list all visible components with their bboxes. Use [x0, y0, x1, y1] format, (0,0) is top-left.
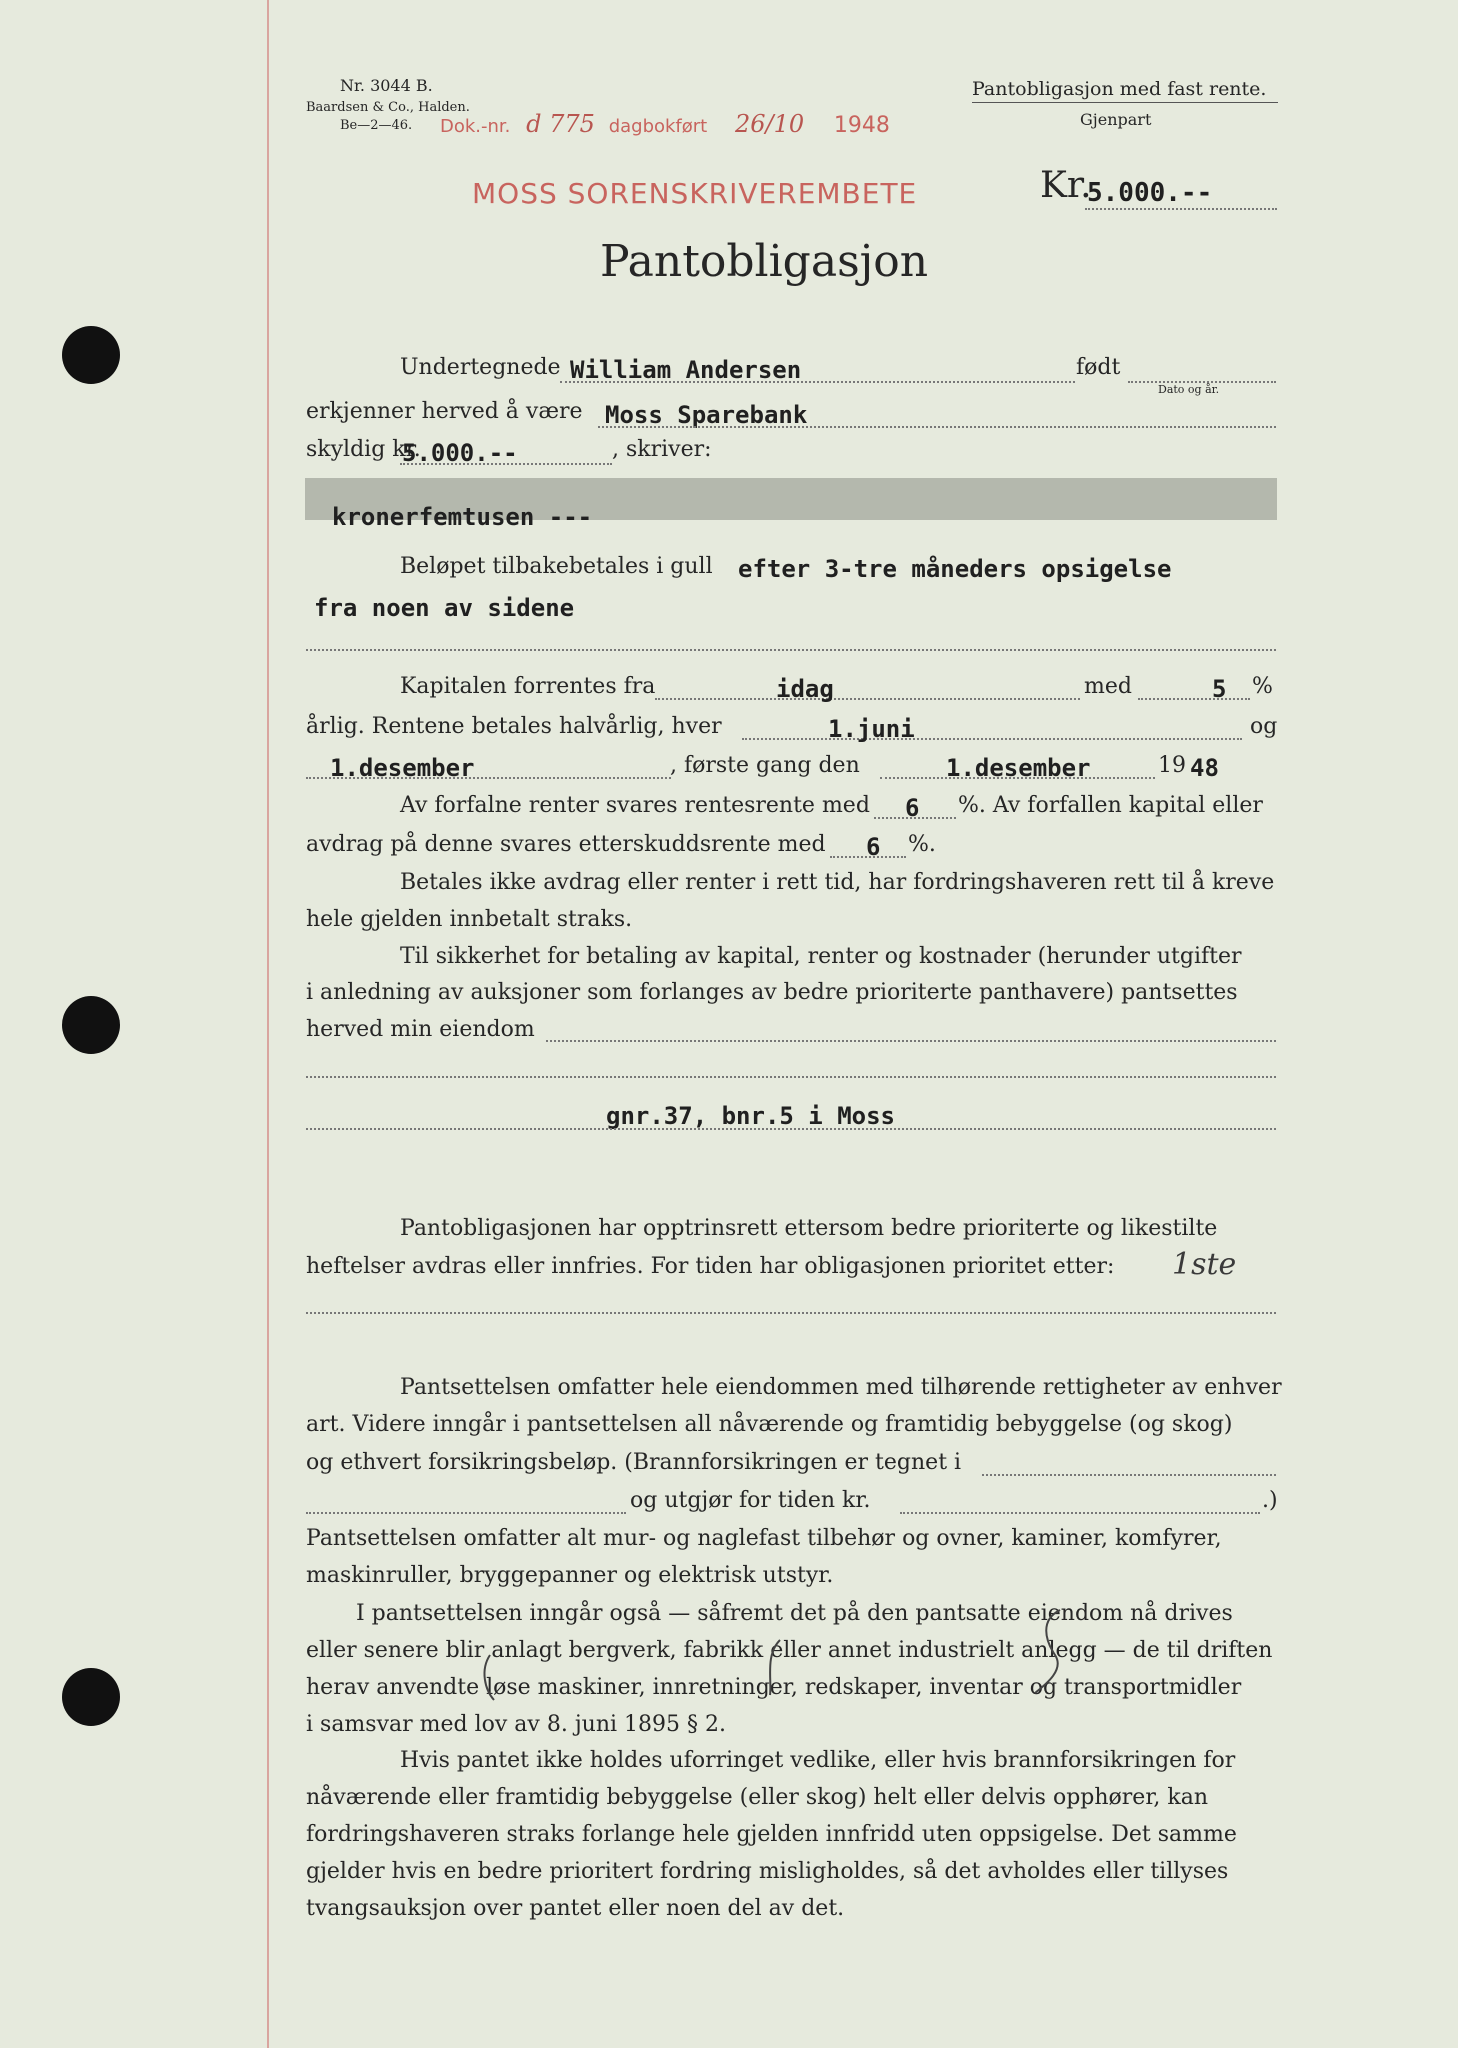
- payment-date-2: 1.desember: [330, 754, 475, 782]
- repayment-terms-1: efter 3-tre måneders opsigelse: [738, 555, 1172, 583]
- copy-label: Gjenpart: [1080, 110, 1152, 129]
- default-clause-2: hele gjelden innbetalt straks.: [306, 907, 633, 932]
- margin-line: [267, 0, 269, 2048]
- fixtures-clause-1: Pantsettelsen omfatter alt mur- og naglefast tilbehør og ovner, kaminer, komfyrer,: [306, 1526, 1222, 1551]
- scope-clause-1: Pantsettelsen omfatter hele eiendommen med tilhørende rettigheter av enhver: [400, 1375, 1282, 1400]
- industrial-clause-2: eller senere blir anlagt bergverk, fabrikk eller annet industrielt anlegg — de til driften: [306, 1638, 1273, 1663]
- scope-clause-2: art. Videre inngår i pantsettelsen all nåværende og framtidig bebyggelse (og skog): [306, 1412, 1233, 1437]
- undersigned-label: Undertegnede: [400, 355, 561, 380]
- owe-label: skyldig kr.: [306, 437, 421, 462]
- default-interest-label: Av forfalne renter svares rentesrente med: [400, 793, 870, 818]
- scope-clause-4a: og utgjør for tiden kr.: [630, 1488, 871, 1513]
- priority-clause-1: Pantobligasjonen har opptrinsrett ettersom bedre prioriterte og likestilte: [400, 1216, 1218, 1241]
- priority-handwritten: 1ste: [1172, 1247, 1237, 1282]
- industrial-clause-4: i samsvar med lov av 8. juni 1895 § 2.: [306, 1712, 726, 1737]
- interest-with-label: med: [1084, 674, 1132, 699]
- born-label: født: [1076, 355, 1121, 380]
- security-clause-1: Til sikkerhet for betaling av kapital, renter og kostnader (herunder utgifter: [400, 944, 1242, 969]
- stamp-date: 26/10: [734, 110, 805, 138]
- owed-amount: 5.000.--: [402, 439, 518, 467]
- page-title: Pantobligasjon: [600, 236, 929, 287]
- date-of-birth-hint: Dato og år.: [1158, 383, 1220, 396]
- year-prefix: 19: [1158, 753, 1186, 778]
- stamp-line-1: [440, 112, 890, 137]
- stamp-journal-label: dagbokført: [608, 116, 708, 137]
- handwritten-marks: [480, 1595, 1100, 1705]
- amount-in-words: kronerfemtusen ---: [332, 503, 593, 531]
- percent-sign: %: [1252, 674, 1273, 699]
- interest-from-value: idag: [776, 675, 834, 703]
- repayment-terms-2: fra noen av sidene: [314, 594, 575, 622]
- overdue-capital-label: %. Av forfallen kapital eller: [958, 793, 1263, 818]
- stamp-doc-label: Dok.-nr.: [440, 116, 511, 137]
- stamp-line-2: MOSS SORENSKRIVEREMBETE: [472, 177, 918, 210]
- scope-clause-4b: .): [1262, 1488, 1278, 1513]
- security-clause-3: herved min eiendom: [306, 1017, 535, 1042]
- form-number: Nr. 3044 B.: [340, 76, 433, 95]
- stamp-doc-number: d 775: [526, 110, 595, 138]
- arrears-interest-rate: 6: [866, 833, 881, 861]
- interest-rate: 5: [1212, 675, 1227, 703]
- payment-date-1: 1.juni: [828, 715, 915, 743]
- fixtures-clause-2: maskinruller, bryggepanner og elektrisk utstyr.: [306, 1563, 834, 1588]
- creditor-name: Moss Sparebank: [605, 401, 808, 429]
- first-payment-year: 48: [1190, 754, 1219, 782]
- punch-hole-middle: [62, 996, 120, 1054]
- kr-value: 5.000.--: [1087, 178, 1213, 208]
- doc-type: Pantobligasjon med fast rente.: [972, 78, 1267, 100]
- punch-hole-bottom: [62, 1668, 120, 1726]
- printer-line-2: Be—2—46.: [340, 118, 413, 133]
- industrial-clause-3: herav anvendte løse maskiner, innretninger, redskaper, inventar og transportmidler: [306, 1675, 1242, 1700]
- default-clause-1: Betales ikke avdrag eller renter i rett tid, har fordringshaveren rett til å kreve: [400, 870, 1275, 895]
- punch-hole-top: [62, 326, 120, 384]
- debtor-name: William Andersen: [570, 356, 802, 384]
- kr-label: Kr.: [1040, 165, 1092, 206]
- property-designation: gnr.37, bnr.5 i Moss: [606, 1102, 895, 1130]
- maintenance-clause-5: tvangsauksjon over pantet eller noen del av det.: [306, 1896, 845, 1921]
- scope-clause-3: og ethvert forsikringsbeløp. (Brannforsikringen er tegnet i: [306, 1450, 962, 1475]
- stamp-year: 1948: [833, 113, 890, 138]
- priority-clause-2: heftelser avdras eller innfries. For tiden har obligasjonen prioritet etter:: [306, 1254, 1115, 1279]
- doc-type-underline: [972, 102, 1278, 103]
- security-clause-2: i anledning av auksjoner som forlanges av bedre prioriterte panthavere) pantsettes: [306, 980, 1238, 1005]
- maintenance-clause-3: fordringshaveren straks forlange hele gjelden innfridd uten oppsigelse. Det samme: [306, 1822, 1237, 1847]
- half-yearly-label: årlig. Rentene betales halvårlig, hver: [306, 714, 722, 739]
- first-payment-date: 1.desember: [946, 754, 1091, 782]
- and-label: og: [1250, 714, 1278, 739]
- arrears-interest-label: avdrag på denne svares etterskuddsrente med: [306, 832, 826, 857]
- interest-from-label: Kapitalen forrentes fra: [400, 674, 656, 699]
- repayment-label: Beløpet tilbakebetales i gull: [400, 554, 713, 579]
- first-time-label: , første gang den: [670, 753, 860, 778]
- writes-label: , skriver:: [612, 437, 712, 462]
- maintenance-clause-4: gjelder hvis en bedre prioritert fordring misligholdes, så det avholdes eller tillyses: [306, 1859, 1229, 1884]
- arrears-percent: %.: [908, 832, 936, 857]
- industrial-clause-1: I pantsettelsen inngår også — såfremt det på den pantsatte eiendom nå drives: [356, 1601, 1233, 1626]
- maintenance-clause-1: Hvis pantet ikke holdes uforringet vedlike, eller hvis brannforsikringen for: [400, 1748, 1236, 1773]
- default-interest-rate: 6: [905, 794, 920, 822]
- acknowledge-label: erkjenner herved å være: [306, 399, 583, 424]
- maintenance-clause-2: nåværende eller framtidig bebyggelse (eller skog) helt eller delvis opphører, kan: [306, 1785, 1209, 1810]
- printer-line-1: Baardsen & Co., Halden.: [306, 100, 470, 115]
